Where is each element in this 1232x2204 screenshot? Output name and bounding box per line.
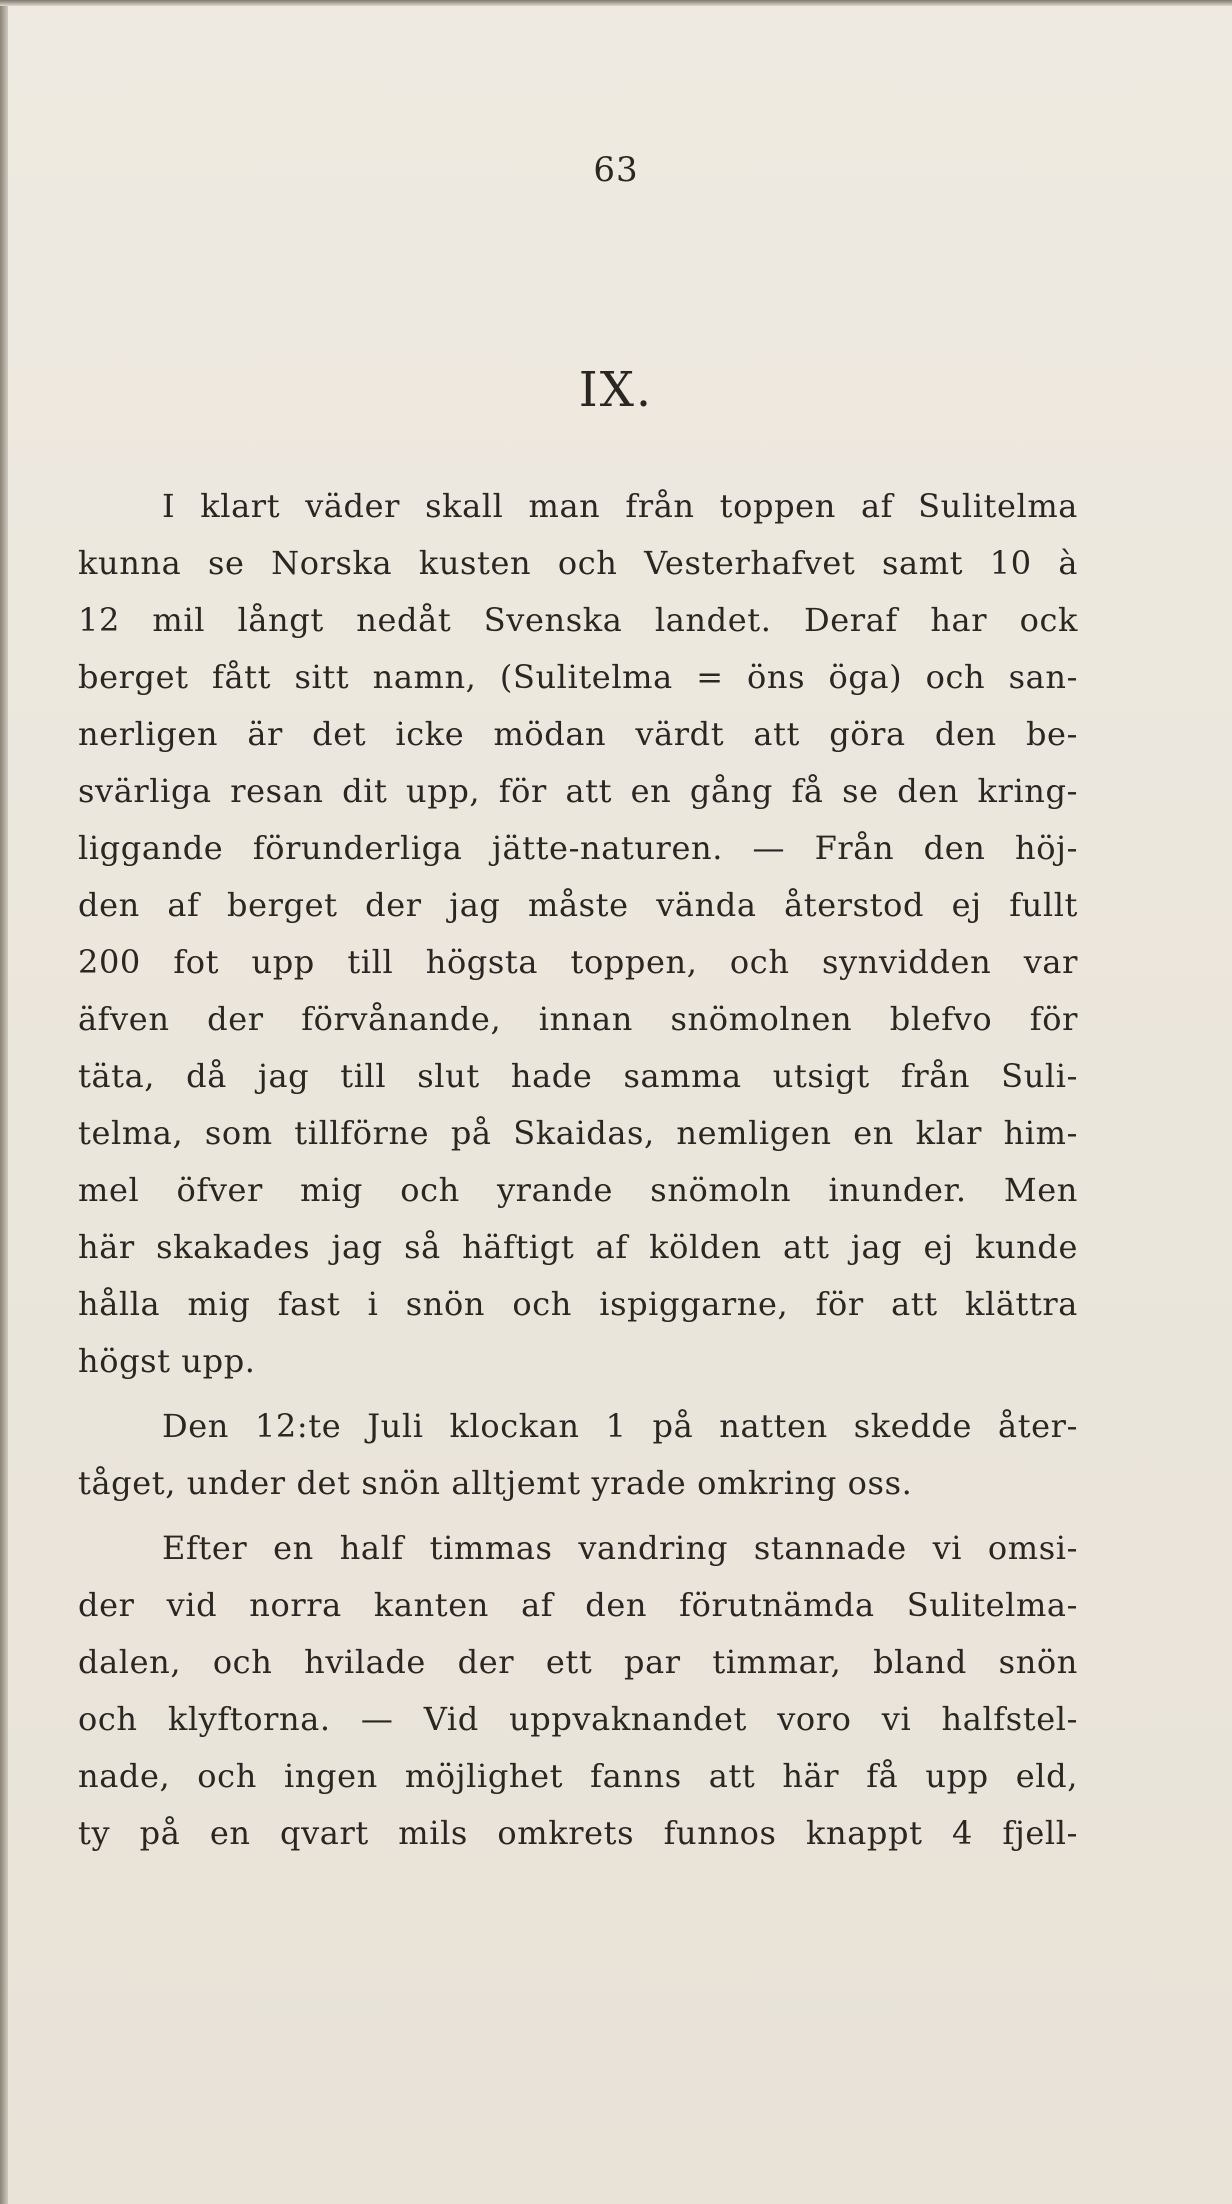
text-line: och klyftorna. — Vid uppvaknandet voro vi halfstel- xyxy=(78,1700,1078,1738)
text-line: berget fått sitt namn, (Sulitelma = öns öga) och san- xyxy=(78,658,1078,696)
paragraph-gap xyxy=(78,1512,1078,1520)
text-line: dalen, och hvilade der ett par timmar, bland snön xyxy=(78,1643,1078,1681)
text-line: äfven der förvånande, innan snömolnen blefvo för xyxy=(78,1000,1078,1038)
paragraph-2 xyxy=(78,1398,1078,1512)
text-line: liggande förunderliga jätte-naturen. — Från den höj- xyxy=(78,829,1078,867)
text-line: Den 12:te Juli klockan 1 på natten skedde åter- xyxy=(162,1407,1078,1445)
text-line: tåget, under det snön alltjemt yrade omkring oss. xyxy=(78,1464,913,1502)
text-line: 200 fot upp till högsta toppen, och synvidden var xyxy=(78,943,1078,981)
text-line: nade, och ingen möjlighet fanns att här få upp eld, xyxy=(78,1757,1078,1795)
chapter-heading: IX. xyxy=(578,362,654,418)
text-line: mel öfver mig och yrande snömoln inunder. Men xyxy=(78,1171,1078,1209)
text-line: den af berget der jag måste vända återstod ej fullt xyxy=(78,886,1078,924)
text-line: kunna se Norska kusten och Vesterhafvet samt 10 à xyxy=(78,544,1078,582)
text-line: telma, som tillförne på Skaidas, nemligen en klar him- xyxy=(78,1114,1078,1152)
page-number: 63 xyxy=(593,150,639,190)
text-line: högst upp. xyxy=(78,1342,256,1380)
text-line: der vid norra kanten af den förutnämda Sulitelma- xyxy=(78,1586,1078,1624)
paragraph-3 xyxy=(78,1520,1078,1862)
text-line: täta, då jag till slut hade samma utsigt från Suli- xyxy=(78,1057,1078,1095)
body-text xyxy=(78,478,1078,1862)
text-line: här skakades jag så häftigt af kölden att jag ej kunde xyxy=(78,1228,1078,1266)
text-line: nerligen är det icke mödan värdt att göra den be- xyxy=(78,715,1078,753)
text-line: Efter en half timmas vandring stannade vi omsi- xyxy=(162,1529,1078,1567)
paragraph-1 xyxy=(78,478,1078,1390)
page-edge-left xyxy=(0,0,8,2204)
page-edge-top xyxy=(0,0,1232,6)
text-line: 12 mil långt nedåt Svenska landet. Deraf har ock xyxy=(78,601,1078,639)
paragraph-gap xyxy=(78,1390,1078,1398)
text-line: I klart väder skall man från toppen af Sulitelma xyxy=(162,487,1078,525)
text-line: svärliga resan dit upp, för att en gång få se den kring- xyxy=(78,772,1078,810)
text-line: hålla mig fast i snön och ispiggarne, för att klättra xyxy=(78,1285,1078,1323)
text-line: ty på en qvart mils omkrets funnos knappt 4 fjell- xyxy=(78,1814,1078,1852)
